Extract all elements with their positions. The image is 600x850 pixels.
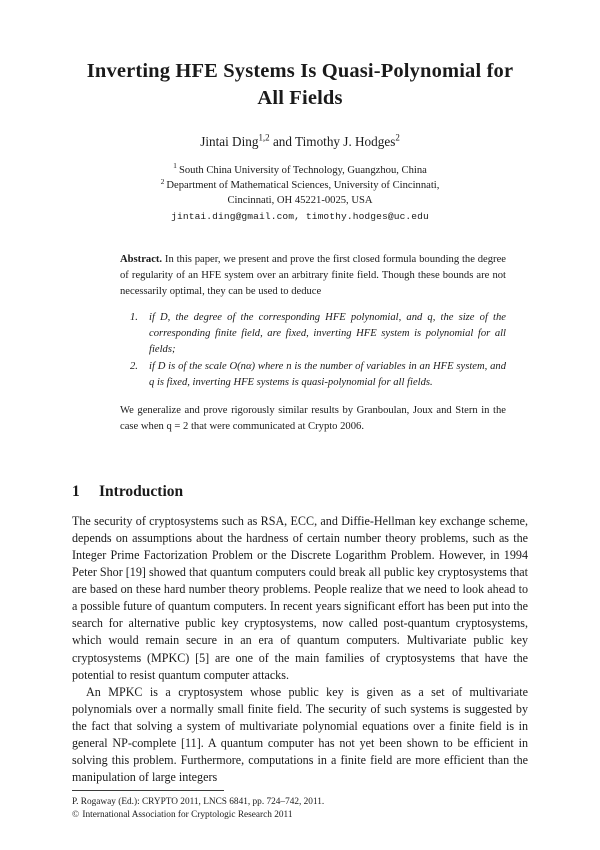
copyright-icon: © xyxy=(72,809,80,820)
section-heading-introduction xyxy=(72,483,183,501)
authors-block xyxy=(72,133,528,150)
author-two-affil-marker: 2 xyxy=(395,132,400,143)
author-one-name: Jintai Ding xyxy=(200,134,259,149)
body-paragraph: The security of cryptosystems such as RSA, ECC, and Diffie-Hellman key exchange scheme, depends on assumptions about the hardness of certain number theory problems, such as the Integer Prime Factorization Problem or the Discrete Logarithm Problem. However, in 1994 Peter Shor [19] showed that quantum computers could break all public key cryptosystems that are based on these hard number theory problems. People realize that we need to look ahead to a possible future of quantum computers. In recent years significant effort has been put into the search for alternative public key cryptosystems, now called post-quantum cryptosystems, which would remain secure in an era of quantum computers. Multivariate public key cryptosystems (MPKC) [5] are one of the main families of cryptosystems that have the potential to resist quantum computer attacks. xyxy=(72,514,528,682)
body-paragraph: An MPKC is a cryptosystem whose public key is given as a set of multivariate polynomials over a normally small finite field. The security of such systems is suggested by the fact that solving a system of multivariate polynomial equations over a finite field is in general NP-complete [11]. A quantum computer has not yet been shown to be efficient in solving this problem. Furthermore, computations in a finite field are more efficient than the manipulation of large integers xyxy=(72,684,528,784)
abstract-label: Abstract. xyxy=(120,254,163,265)
body-block xyxy=(72,513,528,786)
page-title: Inverting HFE Systems Is Quasi-Polynomial for All Fields xyxy=(86,60,514,110)
title-block xyxy=(72,58,528,113)
affiliation-text: Department of Mathematical Sciences, University of Cincinnati, xyxy=(166,180,440,192)
abstract-text: In this paper, we present and prove the first closed formula bounding the degree of regularity of an HFE system over an arbitrary finite field. Though these bounds are not necessarily optimal, they can be used to deduce xyxy=(120,254,506,297)
list-item xyxy=(120,310,506,358)
list-item-number: 2. xyxy=(130,361,138,373)
section-title: Introduction xyxy=(99,483,184,500)
author-emails: jintai.ding@gmail.com, timothy.hodges@uc.edu xyxy=(171,211,429,223)
authors-line xyxy=(72,133,528,150)
affiliation-text: South China University of Technology, Guangzhou, China xyxy=(178,165,427,176)
list-item-text: if D, the degree of the corresponding HFE polynomial, and q, the size of the corresponding finite field, are fixed, inverting HFE system is polynomial for all fields; xyxy=(149,312,506,356)
affiliations-block xyxy=(72,163,528,222)
abstract-paragraph xyxy=(120,252,506,299)
page-footer xyxy=(72,790,528,822)
footer-publication-line: P. Rogaway (Ed.): CRYPTO 2011, LNCS 6841, pp. 724–742, 2011. xyxy=(72,797,325,807)
footer-copyright-line xyxy=(72,809,528,822)
abstract-closing-paragraph: We generalize and prove rigorously similar results by Granboulan, Joux and Stern in the case when q = 2 that were communicated at Crypto 2006. xyxy=(120,404,506,432)
abstract-block xyxy=(120,252,506,435)
affiliation-line xyxy=(72,178,528,193)
authors-conjunction: and Timothy J. Hodges xyxy=(269,134,396,149)
affiliation-line xyxy=(72,193,528,208)
affiliation-text: Cincinnati, OH 45221-0025, USA xyxy=(227,195,373,207)
footer-copyright-text: International Association for Cryptologic Research 2011 xyxy=(80,809,293,820)
list-item-number: 1. xyxy=(130,312,138,324)
affiliation-line xyxy=(72,163,528,178)
footer-divider xyxy=(72,790,224,791)
section-number: 1 xyxy=(72,483,80,500)
abstract-list xyxy=(120,310,506,390)
affiliation-marker: 1 xyxy=(173,161,177,171)
author-one-affil-marker: 1,2 xyxy=(258,132,270,143)
affiliation-marker: 2 xyxy=(160,176,165,186)
list-item-text: if D is of the scale O(nα) where n is the number of variables in an HFE system, and q is fixed, inverting HFE systems is quasi-polynomial for all fields. xyxy=(149,361,506,389)
list-item xyxy=(120,359,506,391)
